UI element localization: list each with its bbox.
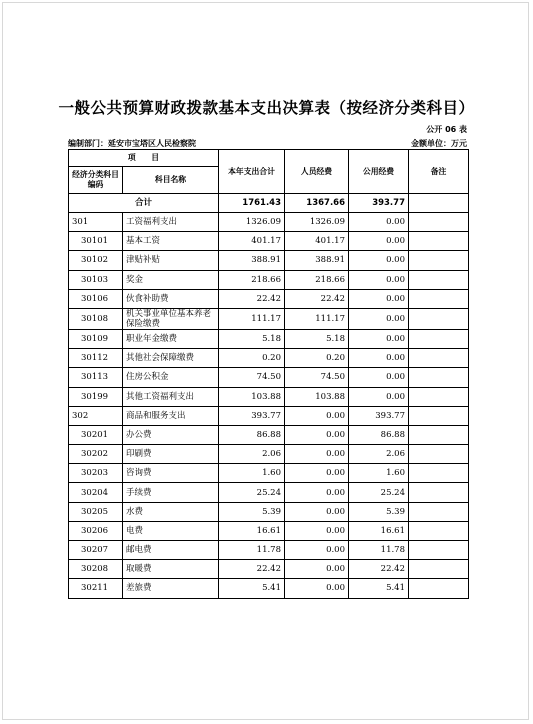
row-total: 393.77 [219,406,285,425]
row-note [409,349,469,368]
row-note [409,502,469,521]
row-total: 5.41 [219,579,285,598]
row-personnel: 0.00 [285,483,349,502]
row-note [409,560,469,579]
row-public: 5.41 [349,579,409,598]
header-code: 经济分类科目编码 [69,167,123,194]
row-personnel: 0.00 [285,464,349,483]
row-personnel: 5.18 [285,329,349,348]
table-row [69,560,469,579]
row-code: 30109 [69,329,123,348]
row-public: 0.00 [349,213,409,232]
row-code: 30204 [69,483,123,502]
total-note [409,194,469,213]
row-personnel: 103.88 [285,387,349,406]
row-code: 30108 [69,308,123,329]
row-code: 30106 [69,289,123,308]
row-note [409,483,469,502]
row-personnel: 0.00 [285,406,349,425]
total-amount: 1761.43 [219,194,285,213]
row-note [409,251,469,270]
unit-label: 金额单位：万元 [411,139,467,148]
row-total: 74.50 [219,368,285,387]
row-note [409,521,469,540]
row-note [409,445,469,464]
row-public: 22.42 [349,560,409,579]
table-row [69,329,469,348]
row-public: 0.00 [349,232,409,251]
org-label: 编制部门：延安市宝塔区人民检察院 [68,139,196,148]
table-row [69,251,469,270]
row-name: 取暖费 [123,560,219,579]
row-name: 咨询费 [123,464,219,483]
row-personnel: 388.91 [285,251,349,270]
row-name: 电费 [123,521,219,540]
total-label: 合计 [69,194,219,213]
row-public: 393.77 [349,406,409,425]
row-note [409,232,469,251]
row-code: 302 [69,406,123,425]
row-personnel: 0.20 [285,349,349,368]
row-personnel: 0.00 [285,560,349,579]
header-row-1 [69,150,469,167]
row-note [409,368,469,387]
table-row [69,445,469,464]
row-total: 401.17 [219,232,285,251]
row-personnel: 0.00 [285,502,349,521]
row-name: 邮电费 [123,541,219,560]
table-row [69,232,469,251]
row-code: 30113 [69,368,123,387]
row-code: 30112 [69,349,123,368]
row-note [409,406,469,425]
row-code: 301 [69,213,123,232]
row-name: 商品和服务支出 [123,406,219,425]
row-code: 30203 [69,464,123,483]
page-title: 一般公共预算财政拨款基本支出决算表（按经济分类科目） [58,99,475,117]
row-name: 机关事业单位基本养老保险缴费 [123,308,219,329]
row-name: 职业年金缴费 [123,329,219,348]
row-personnel: 74.50 [285,368,349,387]
table-row [69,406,469,425]
row-note [409,289,469,308]
table-row [69,308,469,329]
row-name: 伙食补助费 [123,289,219,308]
row-total: 16.61 [219,521,285,540]
header-public: 公用经费 [349,150,409,194]
table-row [69,464,469,483]
table-row [69,502,469,521]
row-note [409,308,469,329]
table-row [69,541,469,560]
table-row [69,289,469,308]
row-personnel: 111.17 [285,308,349,329]
row-name: 办公费 [123,425,219,444]
budget-table [68,149,469,599]
row-personnel: 1326.09 [285,213,349,232]
table-row [69,368,469,387]
header-personnel: 人员经费 [285,150,349,194]
header-note: 备注 [409,150,469,194]
row-code: 30206 [69,521,123,540]
total-row [69,194,469,213]
row-public: 86.88 [349,425,409,444]
row-public: 0.00 [349,387,409,406]
row-note [409,541,469,560]
row-code: 30199 [69,387,123,406]
row-personnel: 0.00 [285,579,349,598]
row-note [409,387,469,406]
row-code: 30102 [69,251,123,270]
row-personnel: 218.66 [285,270,349,289]
row-code: 30205 [69,502,123,521]
row-public: 0.00 [349,329,409,348]
row-public: 11.78 [349,541,409,560]
row-note [409,213,469,232]
row-name: 基本工资 [123,232,219,251]
row-name: 其他社会保障缴费 [123,349,219,368]
row-personnel: 0.00 [285,425,349,444]
row-personnel: 401.17 [285,232,349,251]
row-code: 30101 [69,232,123,251]
row-public: 1.60 [349,464,409,483]
row-personnel: 22.42 [285,289,349,308]
row-code: 30201 [69,425,123,444]
row-public: 0.00 [349,308,409,329]
row-name: 差旅费 [123,579,219,598]
row-total: 86.88 [219,425,285,444]
table-row [69,213,469,232]
row-total: 25.24 [219,483,285,502]
row-total: 2.06 [219,445,285,464]
table-row [69,579,469,598]
row-code: 30208 [69,560,123,579]
row-total: 218.66 [219,270,285,289]
table-row [69,425,469,444]
row-public: 25.24 [349,483,409,502]
table-row [69,521,469,540]
row-public: 0.00 [349,251,409,270]
row-public: 0.00 [349,349,409,368]
row-total: 388.91 [219,251,285,270]
row-public: 0.00 [349,368,409,387]
row-name: 工资福利支出 [123,213,219,232]
total-personnel: 1367.66 [285,194,349,213]
table-row [69,270,469,289]
row-total: 0.20 [219,349,285,368]
row-note [409,270,469,289]
table-row [69,483,469,502]
row-code: 30207 [69,541,123,560]
row-total: 5.39 [219,502,285,521]
row-code: 30202 [69,445,123,464]
row-name: 其他工资福利支出 [123,387,219,406]
table-row [69,349,469,368]
row-note [409,329,469,348]
header-name: 科目名称 [123,167,219,194]
row-name: 印刷费 [123,445,219,464]
row-note [409,464,469,483]
row-public: 16.61 [349,521,409,540]
row-total: 1.60 [219,464,285,483]
row-public: 5.39 [349,502,409,521]
row-total: 5.18 [219,329,285,348]
row-name: 奖金 [123,270,219,289]
row-name: 手续费 [123,483,219,502]
row-personnel: 0.00 [285,445,349,464]
row-note [409,425,469,444]
row-total: 22.42 [219,560,285,579]
row-personnel: 0.00 [285,541,349,560]
row-code: 30103 [69,270,123,289]
row-name: 津贴补贴 [123,251,219,270]
row-name: 水费 [123,502,219,521]
header-total: 本年支出合计 [219,150,285,194]
header-items: 项 目 [69,150,219,167]
table-row [69,387,469,406]
total-public: 393.77 [349,194,409,213]
row-name: 住房公积金 [123,368,219,387]
row-total: 11.78 [219,541,285,560]
row-public: 0.00 [349,270,409,289]
table-number: 公开 06 表 [426,125,467,134]
row-total: 103.88 [219,387,285,406]
row-public: 0.00 [349,289,409,308]
row-total: 22.42 [219,289,285,308]
row-note [409,579,469,598]
row-total: 1326.09 [219,213,285,232]
row-total: 111.17 [219,308,285,329]
row-public: 2.06 [349,445,409,464]
row-personnel: 0.00 [285,521,349,540]
row-code: 30211 [69,579,123,598]
